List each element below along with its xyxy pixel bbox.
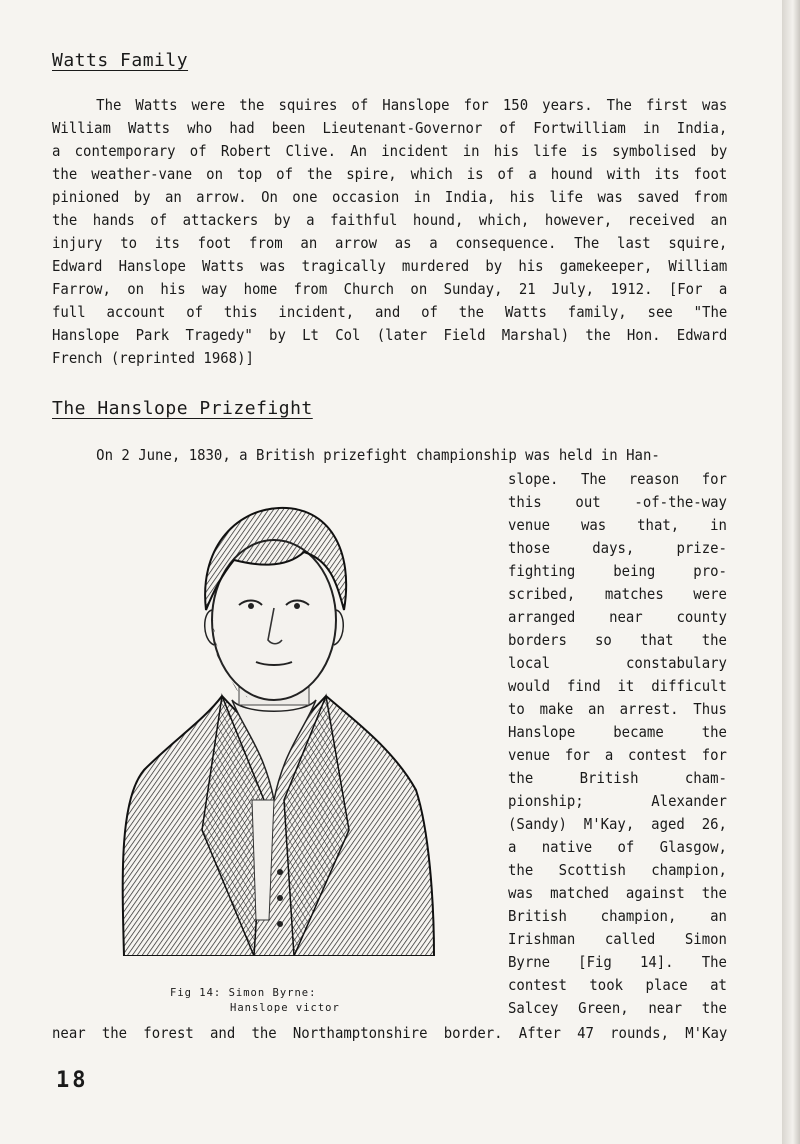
column-line: this out -of-the-way [508, 493, 727, 511]
paragraph-line: full account of this incident, and of the Watts family, see "The [52, 303, 728, 321]
paragraph-line: The Watts were the squires of Hanslope for 150 years. The first was [96, 96, 728, 114]
prizefight-last-line [52, 1022, 727, 1045]
figure-caption [170, 986, 390, 1016]
column-line: the British cham- [508, 769, 727, 787]
prizefight-first-line [52, 444, 727, 467]
column-line: Irishman called Simon [508, 930, 727, 948]
column-line: slope. The reason for [508, 470, 727, 488]
paragraph-line: the hands of attackers by a faithful hound, which, however, received an [52, 211, 728, 229]
column-line: (Sandy) M'Kay, aged 26, [508, 815, 727, 833]
column-line: contest took place at [508, 976, 727, 994]
column-line: arranged near county [508, 608, 727, 626]
page-spine-edge [782, 0, 800, 1144]
column-line: local constabulary [508, 654, 727, 672]
column-line: Salcey Green, near the [508, 999, 727, 1017]
column-line: venue for a contest for [508, 746, 727, 764]
column-line: would find it difficult [508, 677, 727, 695]
column-line: Byrne [Fig 14]. The [508, 953, 727, 971]
column-line: the Scottish champion, [508, 861, 727, 879]
column-line: borders so that the [508, 631, 727, 649]
column-line: a native of Glasgow, [508, 838, 727, 856]
section-heading-watts: Watts Family [52, 50, 189, 71]
watts-paragraph [52, 94, 727, 370]
column-line: Hanslope became the [508, 723, 727, 741]
paragraph-line: On 2 June, 1830, a British prizefight championship was held in Han- [96, 446, 660, 464]
caption-line: Hanslope victor [230, 1002, 340, 1014]
paragraph-line: William Watts who had been Lieutenant-Governor of Fortwilliam in India, [52, 119, 728, 137]
caption-line: Fig 14: Simon Byrne: [170, 987, 317, 999]
page-number: 18 [56, 1068, 89, 1093]
paragraph-line: injury to its foot from an arrow as a consequence. The last squire, [52, 234, 728, 252]
column-line: venue was that, in [508, 516, 727, 534]
paragraph-line: Hanslope Park Tragedy" by Lt Col (later Field Marshal) the Hon. Edward [52, 326, 728, 344]
paragraph-line: pinioned by an arrow. On one occasion in India, his life was saved from [52, 188, 728, 206]
column-line: pionship; Alexander [508, 792, 727, 810]
paragraph-line: near the forest and the Northamptonshire border. After 47 rounds, M'Kay [52, 1024, 728, 1042]
portrait-engraving-icon [104, 500, 438, 956]
paragraph-line: the weather-vane on top of the spire, which is of a hound with its foot [52, 165, 728, 183]
column-line: to make an arrest. Thus [508, 700, 727, 718]
prizefight-column-text [508, 468, 727, 1020]
column-line: was matched against the [508, 884, 727, 902]
column-line: those days, prize- [508, 539, 727, 557]
section-heading-prizefight: The Hanslope Prizefight [52, 398, 313, 419]
column-line: British champion, an [508, 907, 727, 925]
column-line: fighting being pro- [508, 562, 727, 580]
paragraph-line: Farrow, on his way home from Church on Sunday, 21 July, 1912. [For a [52, 280, 728, 298]
paragraph-line: a contemporary of Robert Clive. An incident in his life is symbolised by [52, 142, 728, 160]
paragraph-line: Edward Hanslope Watts was tragically murdered by his gamekeeper, William [52, 257, 728, 275]
column-line: scribed, matches were [508, 585, 727, 603]
paragraph-line: French (reprinted 1968)] [52, 349, 254, 367]
